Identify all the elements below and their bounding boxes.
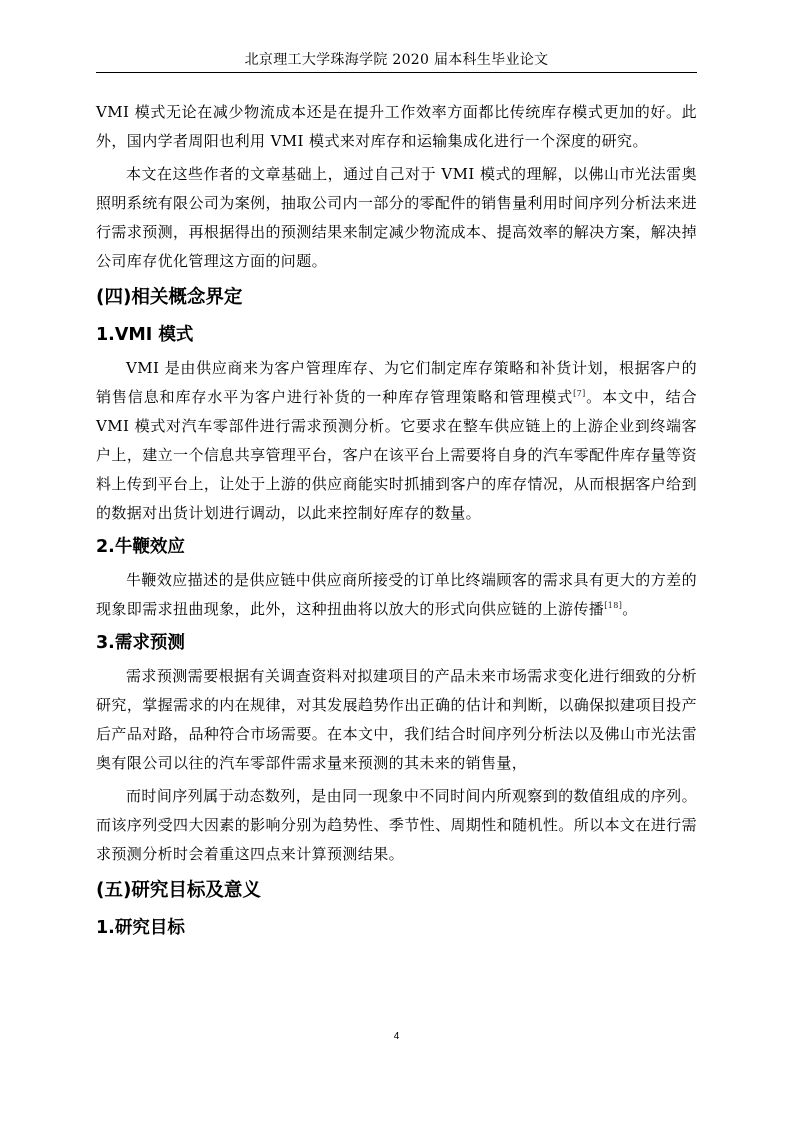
page-body — [96, 98, 697, 947]
paragraph: 而时间序列属于动态数列，是由同一现象中不同时间内所观察到的数值组成的序列。而该序列受四大因素的影响分别为趋势性、季节性、周期性和随机性。所以本文在进行需求预测分析时会着重这四点来计算预测结果。 — [96, 787, 697, 863]
subsection-heading: 1.VMI 模式 — [96, 325, 194, 345]
section-heading: (五)研究目标及意义 — [96, 880, 261, 901]
subsection-heading: 1.研究目标 — [96, 918, 185, 938]
subsection-heading: 3.需求预测 — [96, 633, 185, 653]
paragraph: 本文在这些作者的文章基础上，通过自己对于 VMI 模式的理解，以佛山市光法雷奥照明系统有限公司为案例，抽取公司内一部分的零配件的销售量利用时间序列分析法来进行需求预测，再根据得出的预测结果来制定减少物流成本、提高效率的解决方案，解决掉公司库存优化管理这方面的问题。 — [96, 165, 697, 270]
paragraph-text: 。 — [622, 600, 638, 618]
running-header: 北京理工大学珠海学院 2020 届本科生毕业论文 — [244, 52, 549, 68]
paragraph-text: 牛鞭效应描述的是供应链中供应商所接受的订单比终端顾客的需求具有更大的方差的现象即需求扭曲现象，此外，这种扭曲将以放大的形式向供应链的上游传播 — [96, 571, 697, 618]
citation-ref: [7] — [573, 389, 586, 398]
paragraph-text: VMI 是由供应商来为客户管理库存、为它们制定库存策略和补货计划，根据客户的销售信息和库存水平为客户进行补货的一种库存管理策略和管理模式 — [96, 359, 697, 406]
section-heading: (四)相关概念界定 — [96, 287, 243, 308]
paragraph — [96, 566, 697, 624]
paragraph — [96, 354, 697, 528]
paragraph: 需求预测需要根据有关调查资料对拟建项目的产品未来市场需求变化进行细致的分析研究，掌握需求的内在规律，对其发展趋势作出正确的估计和判断，以确保拟建项目投产后产品对路，品种符合市场需要。在本文中，我们结合时间序列分析法以及佛山市光法雷奥有限公司以往的汽车零部件需求量来预测的其未来的销售量， — [96, 667, 697, 772]
header-divider — [96, 72, 697, 73]
citation-ref: [18] — [604, 601, 623, 610]
paragraph: VMI 模式无论在减少物流成本还是在提升工作效率方面都比传统库存模式更加的好。此外，国内学者周阳也利用 VMI 模式来对库存和运输集成化进行一个深度的研究。 — [96, 103, 697, 150]
page-number: 4 — [393, 1031, 400, 1042]
paragraph-text: 。本文中，结合 VMI 模式对汽车零部件进行需求预测分析。它要求在整车供应链上的上游企业到终端客户上，建立一个信息共享管理平台，客户在该平台上需要将自身的汽车零配件库存量等资料上传到平台上，让处于上游的供应商能实时抓捕到客户的库存情况，从而根据客户给到的数据对出货计划进行调动，以此来控制好库存的数量。 — [96, 388, 697, 522]
subsection-heading: 2.牛鞭效应 — [96, 537, 185, 557]
